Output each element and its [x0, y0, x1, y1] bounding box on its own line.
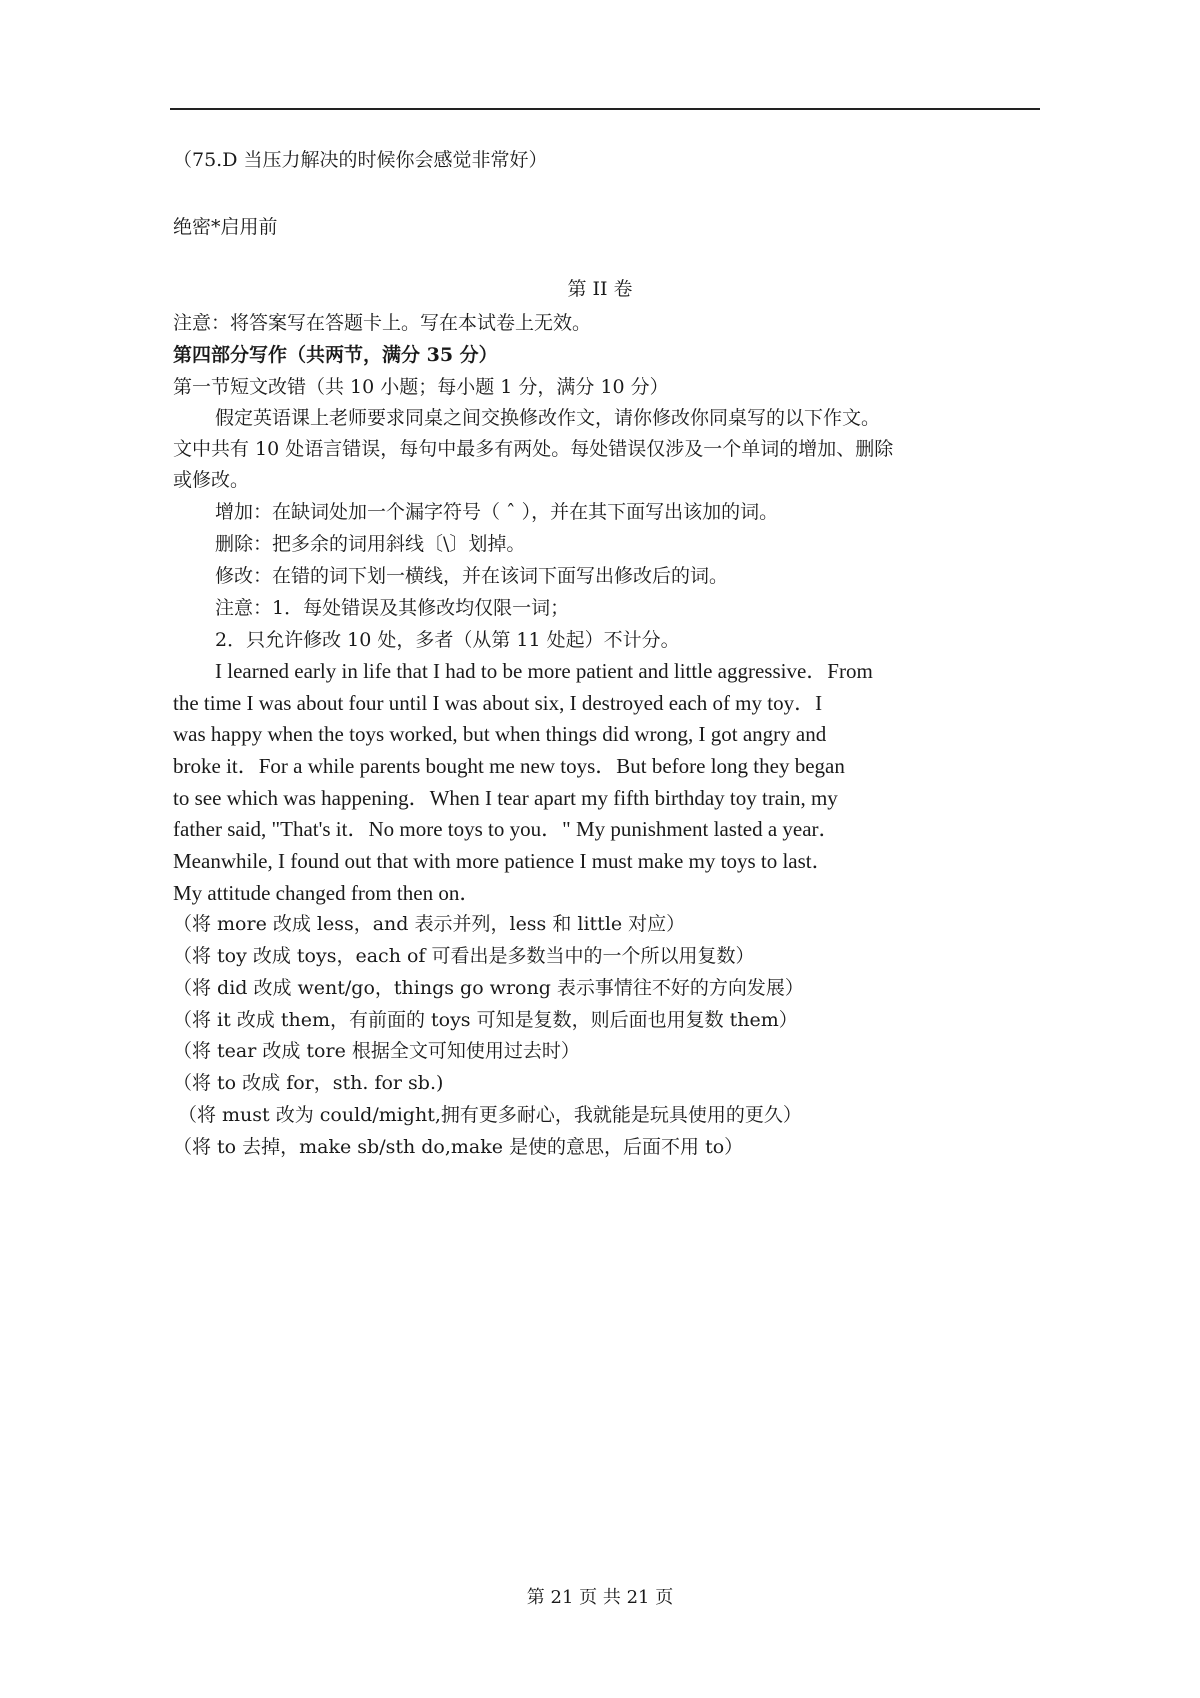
header-rule [170, 108, 1040, 110]
correction-note: （将 it 改成 them，有前面的 toys 可知是复数，则后面也用复数 them） [173, 1009, 798, 1031]
part-heading: 第四部分写作（共两节，满分 35 分） [173, 344, 498, 366]
instruction-limit: 2．只允许修改 10 处，多者（从第 11 处起）不计分。 [215, 629, 680, 651]
instruction-modify: 修改：在错的词下划一横线，并在该词下面写出修改后的词。 [215, 565, 729, 587]
secret-label: 绝密*启用前 [173, 216, 278, 238]
passage-line: My attitude changed from then on． [173, 881, 481, 905]
instruction-line: 文中共有 10 处语言错误，每句中最多有两处。每处错误仅涉及一个单词的增加、删除 [173, 438, 894, 460]
instruction-delete: 删除：把多余的词用斜线〔\〕划掉。 [215, 533, 526, 555]
correction-note: （将 did 改成 went/go，things go wrong 表示事情往不好的方向发展） [173, 977, 804, 999]
correction-note: （将 must 改为 could/might,拥有更多耐心，我就能是玩具使用的更久） [178, 1104, 802, 1126]
section-heading: 第一节短文改错（共 10 小题；每小题 1 分，满分 10 分） [173, 376, 669, 398]
correction-note: （将 to 去掉，make sb/sth do,make 是使的意思，后面不用 to） [173, 1136, 744, 1158]
answer-note: （75.D 当压力解决的时候你会感觉非常好） [173, 149, 548, 171]
correction-note: （将 toy 改成 toys，each of 可看出是多数当中的一个所以用复数） [173, 945, 755, 967]
correction-note: （将 to 改成 for，sth. for sb.) [173, 1072, 444, 1094]
passage-line: the time I was about four until I was about six, I destroyed each of my toy．I [173, 691, 823, 715]
instruction-line: 或修改。 [173, 469, 250, 491]
instruction-line: 假定英语课上老师要求同桌之间交换修改作文，请你修改你同桌写的以下作文。 [215, 407, 881, 429]
page-footer: 第 21 页 共 21 页 [526, 1587, 674, 1608]
volume-title: 第 II 卷 [567, 278, 633, 300]
notice: 注意：将答案写在答题卡上。写在本试卷上无效。 [173, 312, 592, 334]
correction-note: （将 more 改成 less，and 表示并列，less 和 little 对应） [173, 913, 686, 935]
instruction-add: 增加：在缺词处加一个漏字符号（ ˆ ），并在其下面写出该加的词。 [215, 501, 779, 523]
passage-line: I learned early in life that I had to be more patient and little aggressive．From [215, 659, 873, 683]
passage-line: father said, "That's it．No more toys to you．" My punishment lasted a year． [173, 817, 840, 841]
passage-line: to see which was happening．When I tear apart my fifth birthday toy train, my [173, 786, 838, 810]
passage-line: Meanwhile, I found out that with more patience I must make my toys to last． [173, 849, 833, 873]
passage-line: was happy when the toys worked, but when things did wrong, I got angry and [173, 722, 827, 746]
correction-note: （将 tear 改成 tore 根据全文可知使用过去时） [173, 1040, 580, 1062]
passage-line: broke it．For a while parents bought me new toys．But before long they began [173, 754, 845, 778]
instruction-note: 注意：1．每处错误及其修改均仅限一词； [215, 597, 570, 619]
